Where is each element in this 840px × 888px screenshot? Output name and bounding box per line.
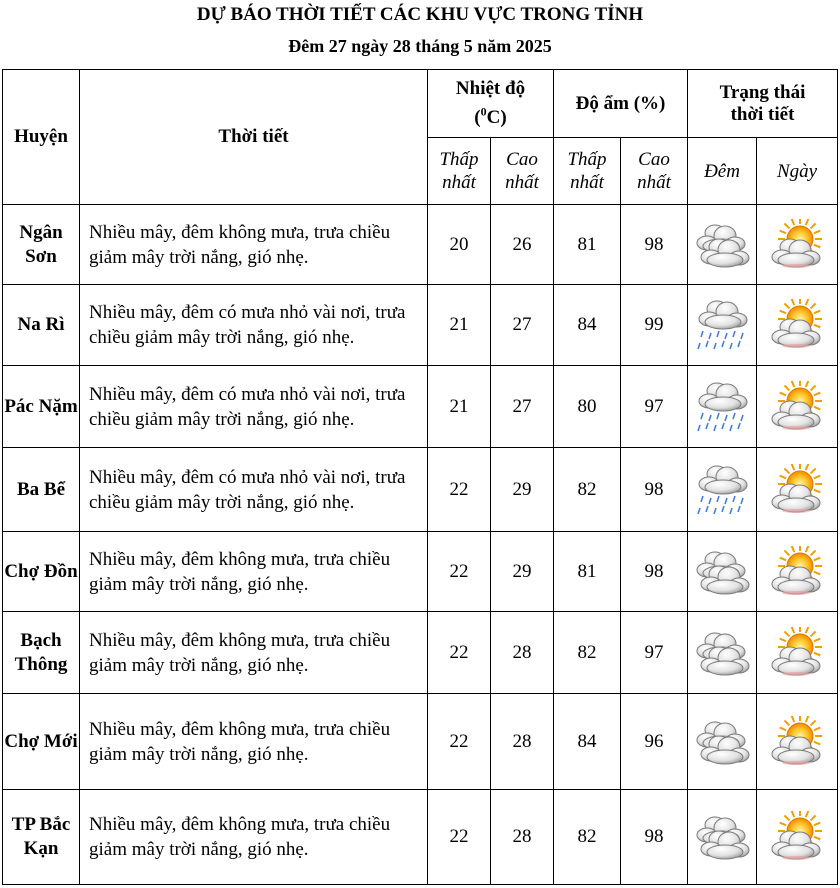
header-humidity-high: Cao nhất bbox=[621, 138, 688, 205]
humidity-max: 98 bbox=[621, 790, 688, 885]
temp-max: 27 bbox=[491, 366, 554, 448]
night-state-cell bbox=[688, 205, 757, 285]
day-state-cell bbox=[757, 612, 838, 694]
district-name: Na Rì bbox=[3, 285, 80, 366]
sun-cloud-icon bbox=[757, 381, 837, 433]
temp-min: 22 bbox=[428, 532, 491, 612]
table-row bbox=[3, 612, 838, 694]
day-state-cell bbox=[757, 790, 838, 885]
temp-max: 26 bbox=[491, 205, 554, 285]
temp-label: Nhiệt độ bbox=[455, 78, 526, 100]
night-state-cell bbox=[688, 694, 757, 790]
temp-unit: ($^0$C) bbox=[474, 104, 507, 128]
header-night: Đêm bbox=[688, 138, 757, 205]
weather-description: Nhiều mây, đêm có mưa nhỏ vài nơi, trưa chiều giảm mây trời nắng, gió nhẹ. bbox=[80, 448, 428, 532]
rain-cloud-icon bbox=[688, 462, 756, 518]
temp-min: 22 bbox=[428, 790, 491, 885]
sun-cloud-icon bbox=[757, 219, 837, 271]
table-row bbox=[3, 694, 838, 790]
temp-max: 29 bbox=[491, 448, 554, 532]
header-temperature bbox=[428, 70, 554, 138]
humidity-min: 82 bbox=[554, 612, 621, 694]
cloudy-icon bbox=[688, 813, 756, 861]
night-state-cell bbox=[688, 790, 757, 885]
humidity-min: 82 bbox=[554, 448, 621, 532]
forecast-table bbox=[2, 69, 838, 885]
table-row bbox=[3, 790, 838, 885]
humidity-min: 84 bbox=[554, 694, 621, 790]
temp-max: 27 bbox=[491, 285, 554, 366]
temp-min: 21 bbox=[428, 285, 491, 366]
header-state: Trạng thái thời tiết bbox=[688, 70, 838, 138]
cloudy-icon bbox=[688, 718, 756, 766]
sun-cloud-icon bbox=[757, 464, 837, 516]
humidity-min: 81 bbox=[554, 532, 621, 612]
night-state-cell bbox=[688, 532, 757, 612]
day-state-cell bbox=[757, 448, 838, 532]
table-row bbox=[3, 285, 838, 366]
temp-max: 29 bbox=[491, 532, 554, 612]
cloudy-icon bbox=[688, 629, 756, 677]
day-state-cell bbox=[757, 532, 838, 612]
humidity-max: 97 bbox=[621, 366, 688, 448]
humidity-max: 96 bbox=[621, 694, 688, 790]
district-name: Ngân Sơn bbox=[3, 205, 80, 285]
district-name: TP Bắc Kạn bbox=[3, 790, 80, 885]
humidity-max: 97 bbox=[621, 612, 688, 694]
page-title: DỰ BÁO THỜI TIẾT CÁC KHU VỰC TRONG TỈNH bbox=[196, 4, 644, 25]
header-weather: Thời tiết bbox=[80, 70, 428, 205]
header-temp-low: Thấp nhất bbox=[428, 138, 491, 205]
table-row bbox=[3, 532, 838, 612]
sun-cloud-icon bbox=[757, 299, 837, 351]
humidity-min: 81 bbox=[554, 205, 621, 285]
district-name: Chợ Mới bbox=[3, 694, 80, 790]
night-state-cell bbox=[688, 285, 757, 366]
humidity-max: 98 bbox=[621, 532, 688, 612]
humidity-min: 84 bbox=[554, 285, 621, 366]
humidity-max: 99 bbox=[621, 285, 688, 366]
temp-min: 21 bbox=[428, 366, 491, 448]
sun-cloud-icon bbox=[757, 716, 837, 768]
cloudy-icon bbox=[688, 221, 756, 269]
day-state-cell bbox=[757, 205, 838, 285]
district-name: Pác Nặm bbox=[3, 366, 80, 448]
cloudy-icon bbox=[688, 548, 756, 596]
temp-max: 28 bbox=[491, 694, 554, 790]
table-row bbox=[3, 366, 838, 448]
weather-description: Nhiều mây, đêm không mưa, trưa chiều giảm mây trời nắng, gió nhẹ. bbox=[80, 532, 428, 612]
temp-max: 28 bbox=[491, 790, 554, 885]
temp-max: 28 bbox=[491, 612, 554, 694]
weather-description: Nhiều mây, đêm không mưa, trưa chiều giảm mây trời nắng, gió nhẹ. bbox=[80, 694, 428, 790]
humidity-max: 98 bbox=[621, 205, 688, 285]
temp-min: 22 bbox=[428, 448, 491, 532]
weather-description: Nhiều mây, đêm không mưa, trưa chiều giảm mây trời nắng, gió nhẹ. bbox=[80, 790, 428, 885]
weather-description: Nhiều mây, đêm có mưa nhỏ vài nơi, trưa chiều giảm mây trời nắng, gió nhẹ. bbox=[80, 366, 428, 448]
day-state-cell bbox=[757, 694, 838, 790]
sun-cloud-icon bbox=[757, 811, 837, 863]
weather-description: Nhiều mây, đêm không mưa, trưa chiều giảm mây trời nắng, gió nhẹ. bbox=[80, 205, 428, 285]
table-row bbox=[3, 205, 838, 285]
night-state-cell bbox=[688, 448, 757, 532]
humidity-min: 80 bbox=[554, 366, 621, 448]
rain-cloud-icon bbox=[688, 297, 756, 353]
header-humidity-low: Thấp nhất bbox=[554, 138, 621, 205]
header-district: Huyện bbox=[3, 70, 80, 205]
night-state-cell bbox=[688, 612, 757, 694]
humidity-min: 82 bbox=[554, 790, 621, 885]
sun-cloud-icon bbox=[757, 627, 837, 679]
weather-description: Nhiều mây, đêm không mưa, trưa chiều giảm mây trời nắng, gió nhẹ. bbox=[80, 612, 428, 694]
temp-min: 22 bbox=[428, 694, 491, 790]
temp-min: 20 bbox=[428, 205, 491, 285]
district-name: Ba Bể bbox=[3, 448, 80, 532]
district-name: Chợ Đồn bbox=[3, 532, 80, 612]
table-row bbox=[3, 448, 838, 532]
humidity-max: 98 bbox=[621, 448, 688, 532]
header-temp-high: Cao nhất bbox=[491, 138, 554, 205]
page-subtitle: Đêm 27 ngày 28 tháng 5 năm 2025 bbox=[288, 36, 552, 56]
district-name: Bạch Thông bbox=[3, 612, 80, 694]
sun-cloud-icon bbox=[757, 546, 837, 598]
day-state-cell bbox=[757, 366, 838, 448]
rain-cloud-icon bbox=[688, 379, 756, 435]
header-day: Ngày bbox=[757, 138, 838, 205]
night-state-cell bbox=[688, 366, 757, 448]
weather-description: Nhiều mây, đêm có mưa nhỏ vài nơi, trưa chiều giảm mây trời nắng, gió nhẹ. bbox=[80, 285, 428, 366]
temp-min: 22 bbox=[428, 612, 491, 694]
day-state-cell bbox=[757, 285, 838, 366]
header-humidity: Độ ẩm (%) bbox=[554, 70, 688, 138]
